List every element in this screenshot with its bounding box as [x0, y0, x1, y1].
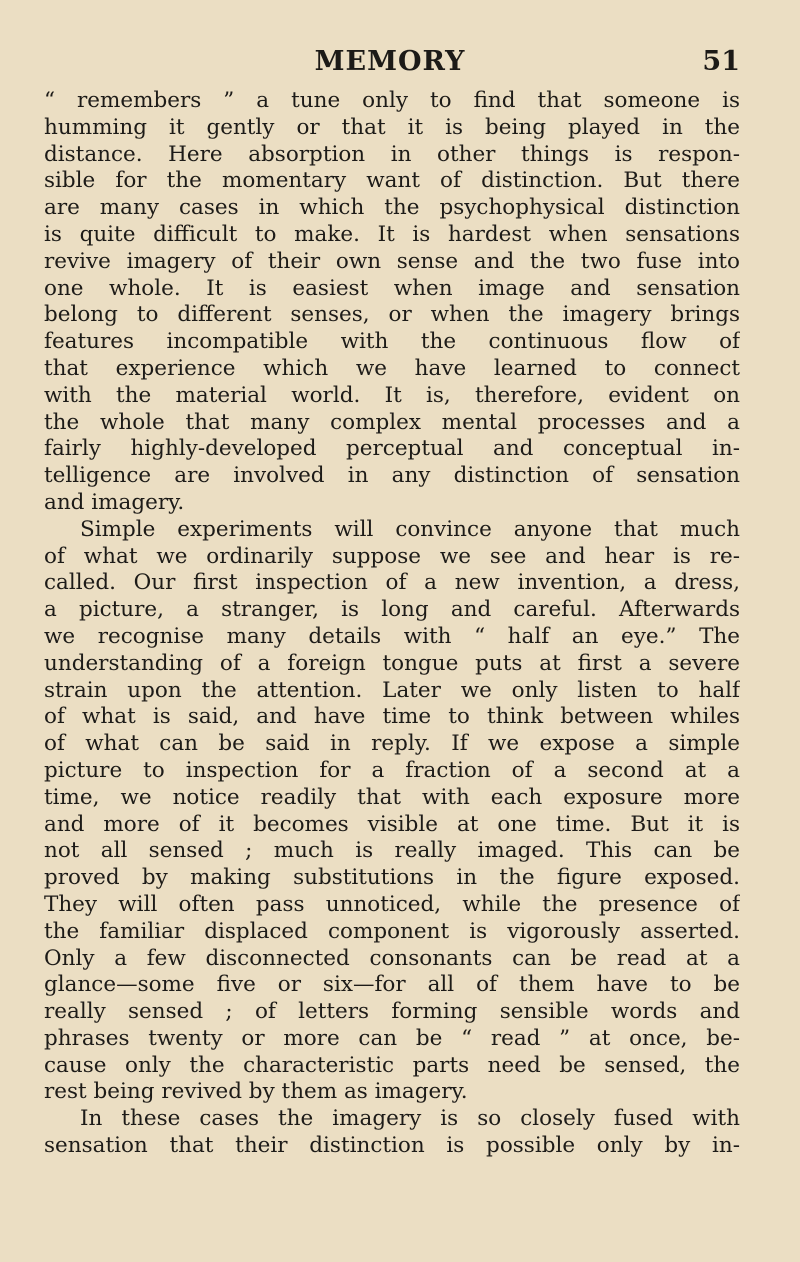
- text-line: called. Our first inspection of a new invention, a dress,: [44, 570, 740, 596]
- text-line: and more of it becomes visible at one time. But it is: [44, 811, 740, 837]
- text-line: They will often pass unnoticed, while the presence of: [44, 891, 740, 917]
- text-line: sible for the momentary want of distinction. But there: [44, 168, 740, 194]
- paragraph-first-line: Simple experiments will convince anyone that much: [80, 516, 740, 542]
- text-line: fairly highly-developed perceptual and conceptual in-: [44, 436, 740, 462]
- text-line: the whole that many complex mental processes and a: [44, 409, 740, 435]
- text-line: sensation that their distinction is possible only by in-: [44, 1133, 740, 1159]
- page-number: 51: [702, 46, 740, 77]
- text-line: are many cases in which the psychophysical distinction: [44, 195, 740, 221]
- text-line: distance. Here absorption in other things is respon-: [44, 141, 740, 167]
- text-line: the familiar displaced component is vigorously asserted.: [44, 918, 740, 944]
- paragraph-first-line: In these cases the imagery is so closely fused with: [80, 1106, 740, 1132]
- text-line: we recognise many details with “ half an eye.” The: [44, 623, 740, 649]
- text-line: one whole. It is easiest when image and sensation: [44, 275, 740, 301]
- text-line: that experience which we have learned to connect: [44, 355, 740, 381]
- text-line: glance—some five or six—for all of them have to be: [44, 972, 740, 998]
- text-line: features incompatible with the continuous flow of: [44, 329, 740, 355]
- text-line: not all sensed ; much is really imaged. This can be: [44, 838, 740, 864]
- text-line: really sensed ; of letters forming sensible words and: [44, 999, 740, 1025]
- text-line: belong to different senses, or when the imagery brings: [44, 302, 740, 328]
- text-line: of what can be said in reply. If we expose a simple: [44, 731, 740, 757]
- text-line: understanding of a foreign tongue puts at first a severe: [44, 650, 740, 676]
- text-line: cause only the characteristic parts need be sensed, the: [44, 1052, 740, 1078]
- text-line: a picture, a stranger, is long and careful. Afterwards: [44, 597, 740, 623]
- text-line: Only a few disconnected consonants can be read at a: [44, 945, 740, 971]
- text-line: of what is said, and have time to think between whiles: [44, 704, 740, 730]
- page-header: [40, 46, 740, 86]
- text-line: is quite difficult to make. It is hardest when sensations: [44, 221, 740, 247]
- text-line: picture to inspection for a fraction of a second at a: [44, 757, 740, 783]
- text-line: time, we notice readily that with each exposure more: [44, 784, 740, 810]
- text-line: humming it gently or that it is being played in the: [44, 114, 740, 140]
- paragraph-end-line: and imagery.: [44, 489, 185, 515]
- text-line: telligence are involved in any distinction of sensation: [44, 463, 740, 489]
- text-line: proved by making substitutions in the figure exposed.: [44, 865, 740, 891]
- text-line: “ remembers ” a tune only to find that someone is: [44, 88, 740, 113]
- running-head: MEMORY: [314, 46, 466, 77]
- body-text: [44, 88, 740, 1160]
- paragraph-end-line: rest being revived by them as imagery.: [44, 1079, 468, 1105]
- text-line: phrases twenty or more can be “ read ” at once, be-: [44, 1025, 740, 1051]
- text-line: of what we ordinarily suppose we see and hear is re-: [44, 543, 740, 569]
- text-line: strain upon the attention. Later we only listen to half: [44, 677, 740, 703]
- text-line: revive imagery of their own sense and the two fuse into: [44, 248, 740, 274]
- text-line: with the material world. It is, therefore, evident on: [44, 382, 740, 408]
